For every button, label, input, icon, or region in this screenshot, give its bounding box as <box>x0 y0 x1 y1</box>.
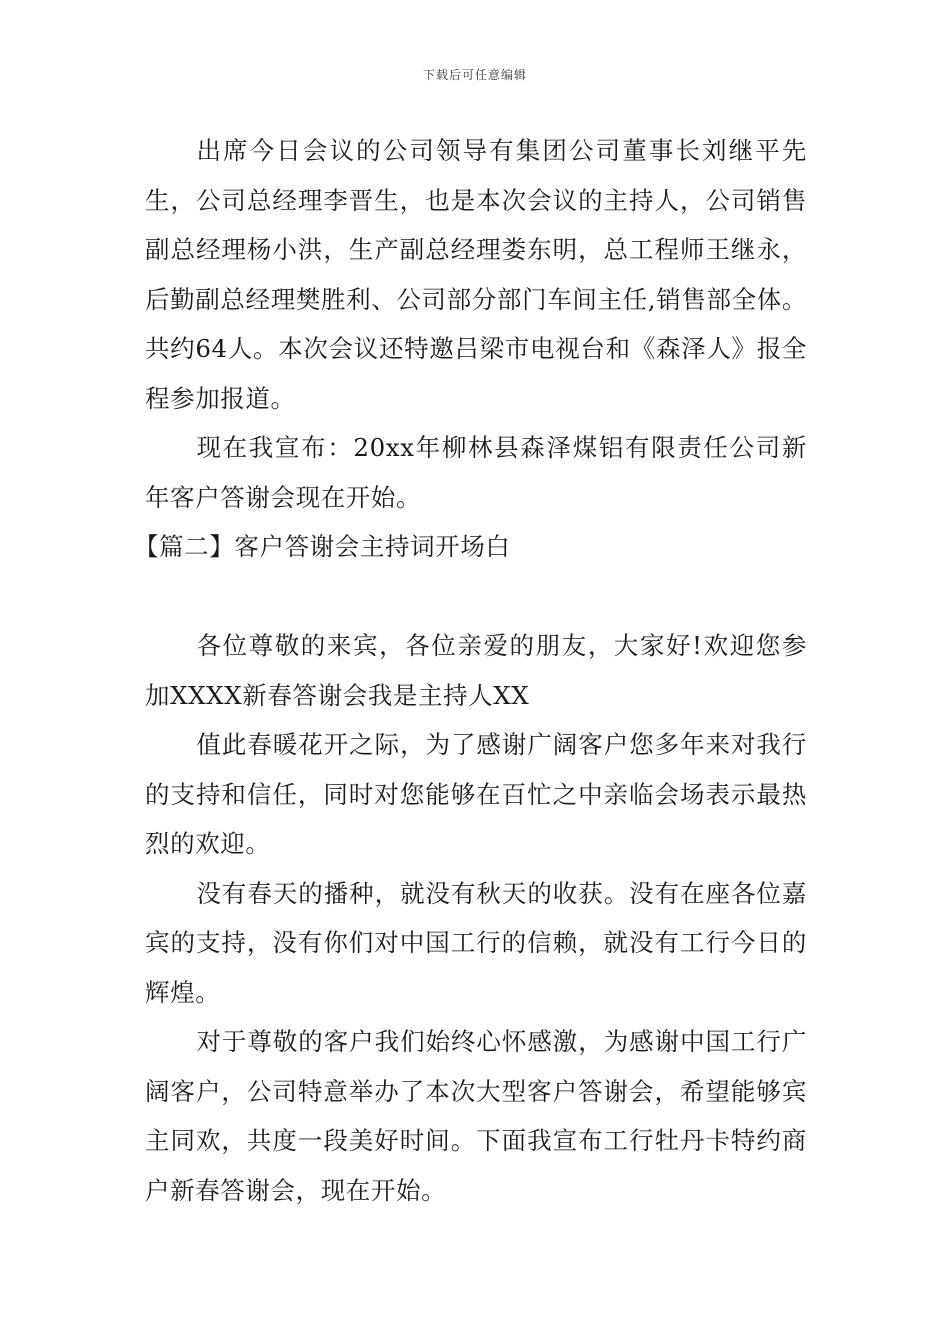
paragraph-announcement: 现在我宣布：20xx年柳林县森泽煤铝有限责任公司新年客户答谢会现在开始。 <box>145 433 807 512</box>
section-heading: 【篇二】客户答谢会主持词开场白 <box>133 532 511 561</box>
blank-line <box>145 572 807 622</box>
paragraph-welcome: 各位尊敬的来宾，各位亲爱的朋友，大家好!欢迎您参加XXXX新春答谢会我是主持人XX <box>145 631 807 710</box>
paragraph-spring: 没有春天的播种，就没有秋天的收获。没有在座各位嘉宾的支持，没有你们对中国工行的信赖，就没有工行今日的辉煌。 <box>145 878 807 1007</box>
paragraph-attendees: 出席今日会议的公司领导有集团公司董事长刘继平先生，公司总经理李晋生，也是本次会议的主持人，公司销售副总经理杨小洪，生产副总经理娄东明，总工程师王继永，后勤副总经理樊胜利、公司部分部门车间主任,销售部全体。共约64人。本次会议还特邀吕梁市电视台和《森泽人》报全程参加报道。 <box>145 136 807 413</box>
paragraph-closing: 对于尊敬的客户我们始终心怀感激，为感谢中国工行广阔客户，公司特意举办了本次大型客户答谢会，希望能够宾主同欢，共度一段美好时间。下面我宣布工行牡丹卡特约商户新春答谢会，现在开始。 <box>145 1027 807 1205</box>
paragraph-thanks: 值此春暖花开之际，为了感谢广阔客户您多年来对我行的支持和信任，同时对您能够在百忙之中亲临会场表示最热烈的欢迎。 <box>145 730 807 858</box>
document-body <box>133 126 807 1215</box>
page-header-note: 下载后可任意编辑 <box>422 68 527 82</box>
